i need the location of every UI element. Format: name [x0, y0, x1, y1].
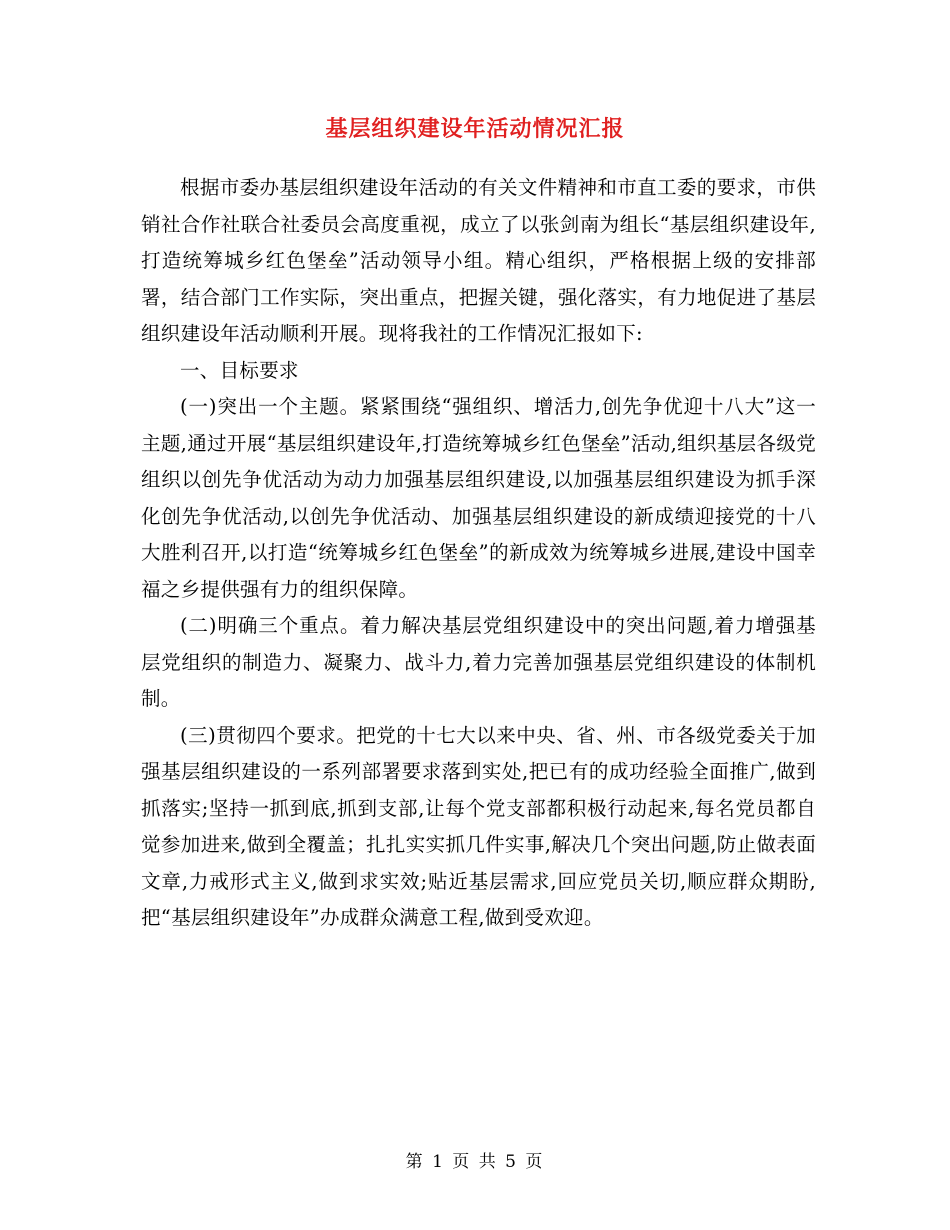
intro-paragraph: 根据市委办基层组织建设年活动的有关文件精神和市直工委的要求，市供销社合作社联合社委员会高度重视，成立了以张剑南为组长“基层组织建设年,打造统筹城乡红色堡垒”活动领导小组。精心组织，严格根据上级的安排部署，结合部门工作实际，突出重点，把握关键，强化落实，有力地促进了基层组织建设年活动顺利开展。现将我社的工作情况汇报如下:	[141, 176, 816, 345]
section-heading-goals: 一、目标要求	[180, 358, 299, 382]
paragraph-requirements: (三)贯彻四个要求。把党的十七大以来中央、省、州、市各级党委关于加强基层组织建设的一系列部署要求落到实处,把已有的成功经验全面推广,做到抓落实;坚持一抓到底,抓到支部,让每个党支部都积极行动起来,每名党员都自觉参加进来,做到全覆盖；扎扎实实抓几件实事,解决几个突出问题,防止做表面文章,力戒形式主义,做到求实效;贴近基层需求,回应党员关切,顺应群众期盼,把“基层组织建设年”办成群众满意工程,做到受欢迎。	[141, 723, 816, 929]
page-footer: 第 1 页 共 5 页	[405, 1152, 545, 1172]
document-body	[141, 170, 816, 937]
page-title: 基层组织建设年活动情况汇报	[325, 117, 625, 142]
paragraph-focus: (二)明确三个重点。着力解决基层党组织建设中的突出问题,着力增强基层党组织的制造力、凝聚力、战斗力,着力完善加强基层党组织建设的体制机制。	[141, 614, 816, 710]
paragraph-theme: (一)突出一个主题。紧紧围绕“强组织、增活力,创先争优迎十八大”这一主题,通过开展“基层组织建设年,打造统筹城乡红色堡垒”活动,组织基层各级党组织以创先争优活动为动力加强基层组织建设,以加强基层组织建设为抓手深化创先争优活动,以创先争优活动、加强基层组织建设的新成绩迎接党的十八大胜利召开,以打造“统筹城乡红色堡垒”的新成效为统筹城乡进展,建设中国幸福之乡提供强有力的组织保障。	[141, 395, 816, 601]
